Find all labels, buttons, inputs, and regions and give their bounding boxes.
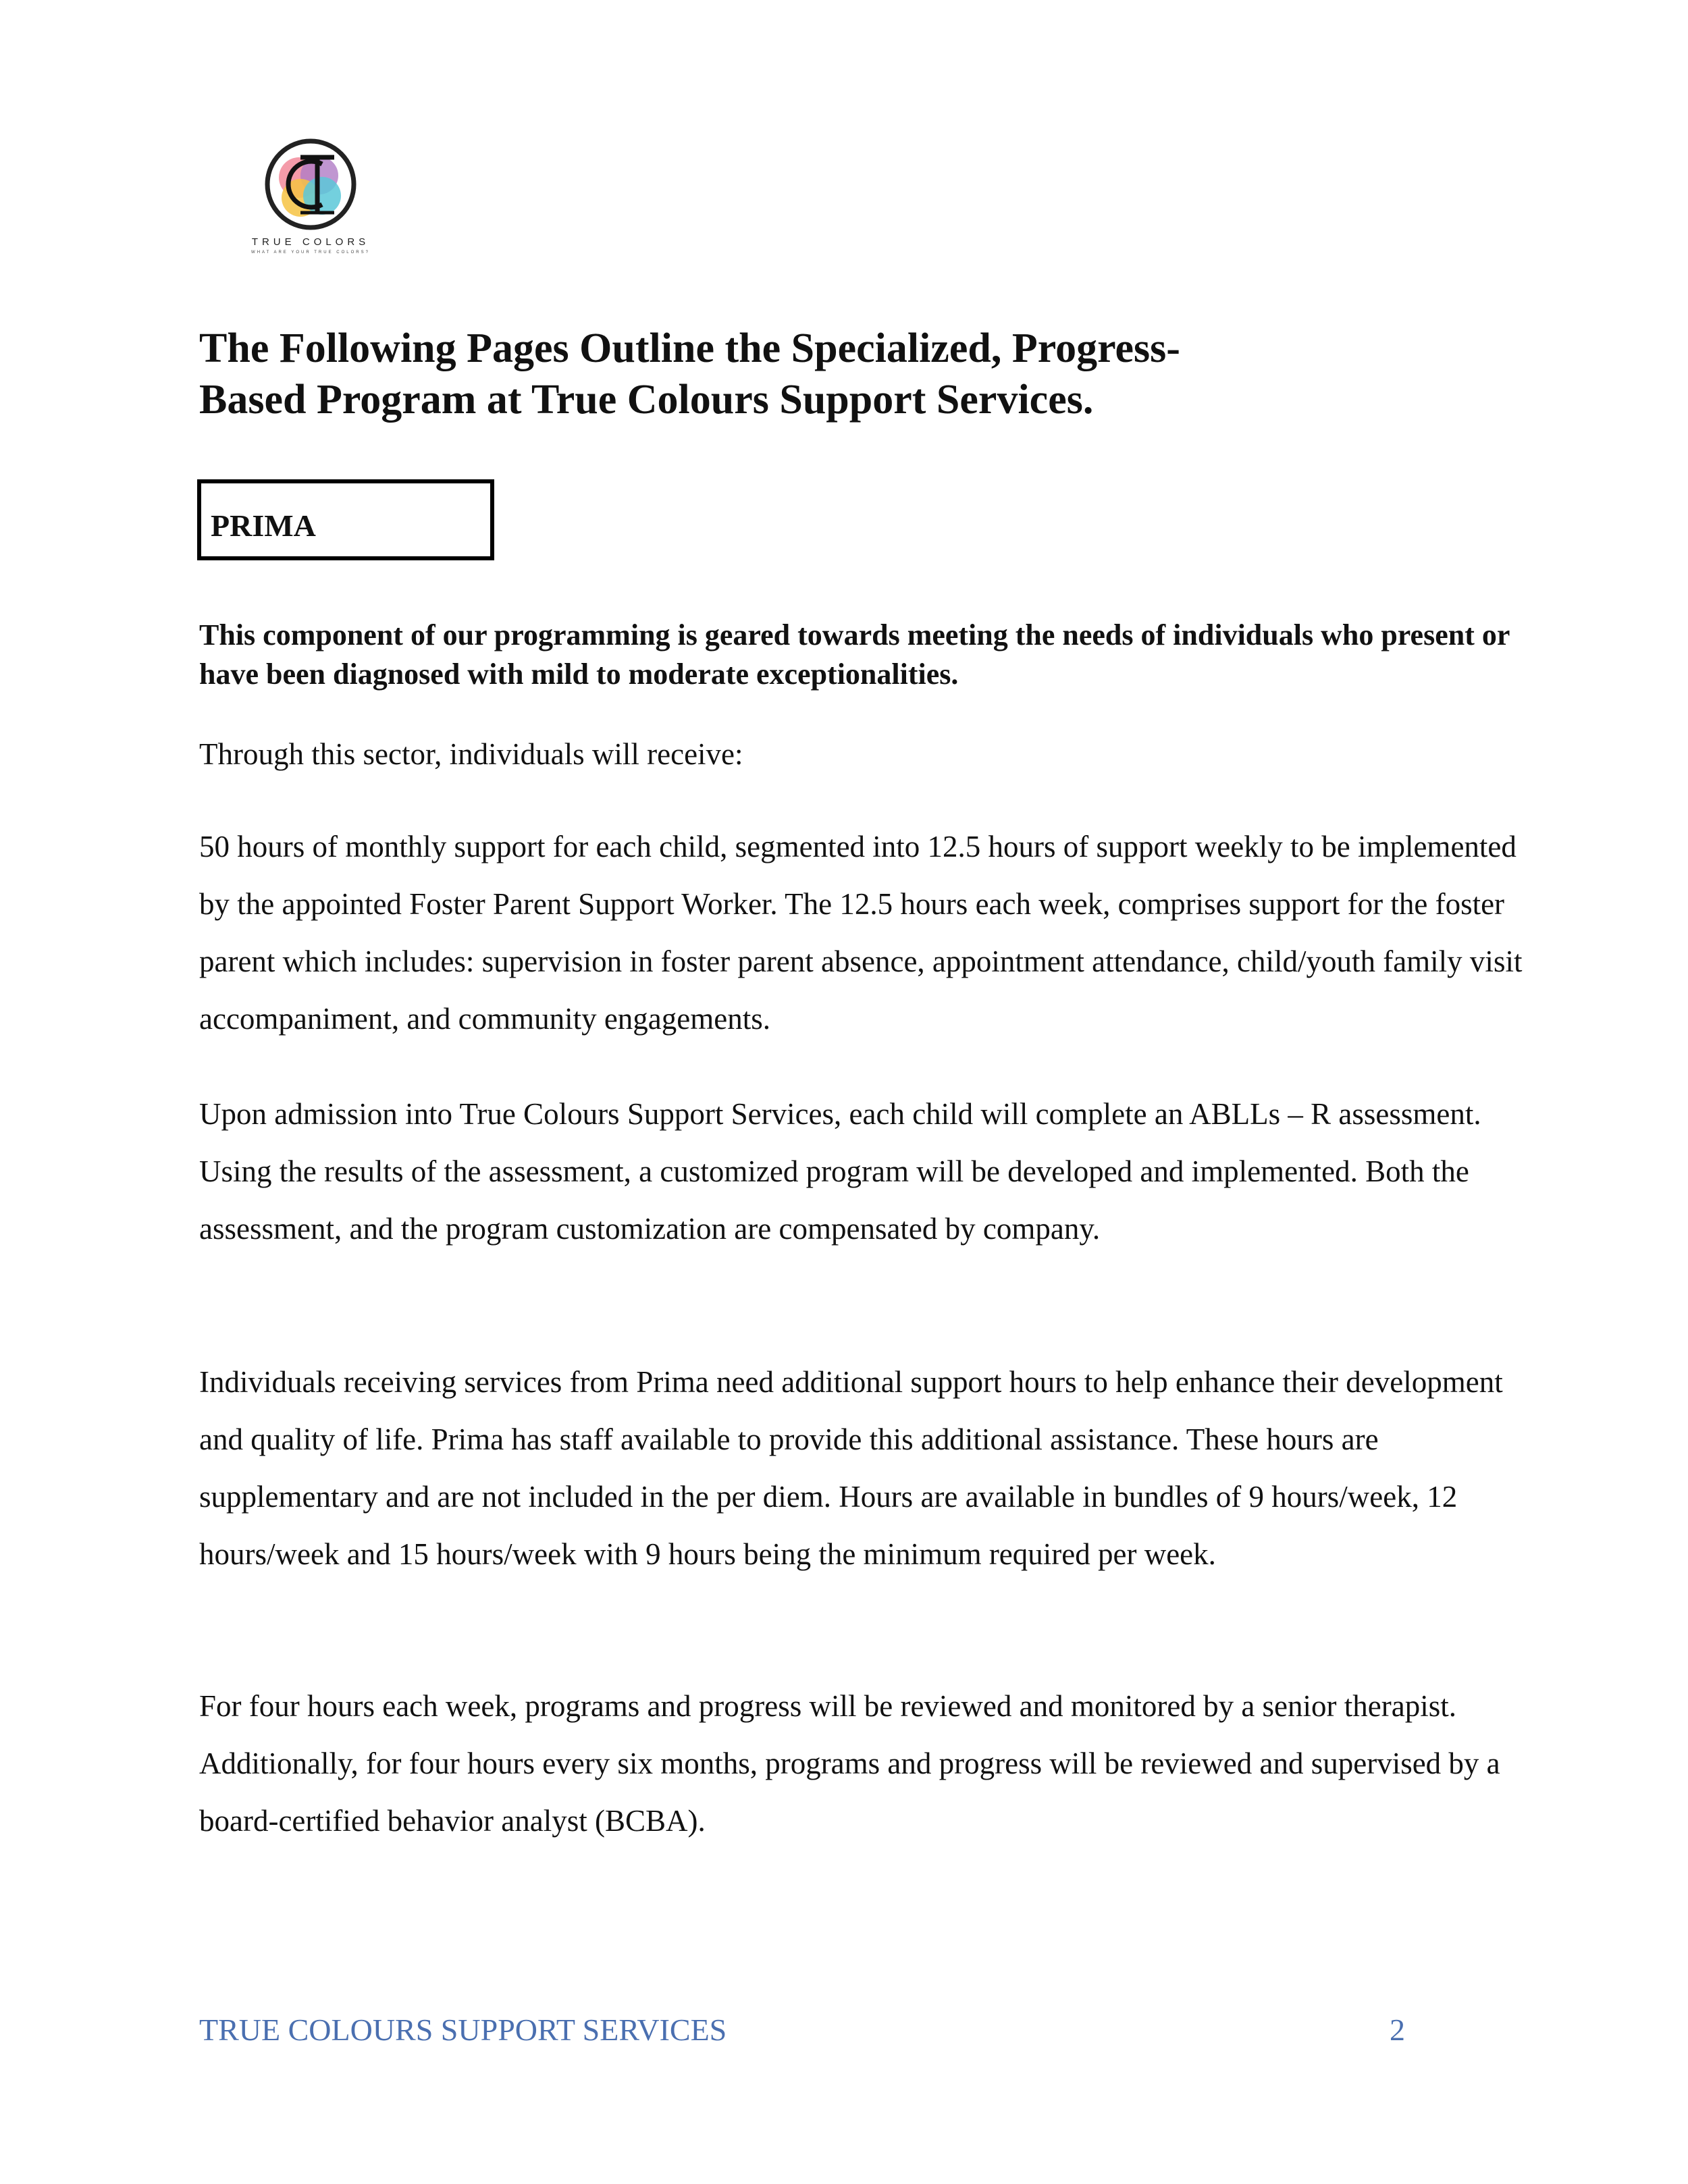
- footer-page-number: 2: [1390, 2013, 1405, 2047]
- logo-tagline: WHAT ARE YOUR TRUE COLORS?: [251, 250, 370, 255]
- body-paragraph: Through this sector, individuals will receive:: [199, 737, 743, 771]
- body-paragraph: Upon admission into True Colours Support Services, each child will complete an ABLLs – R assessment. Using the results of the assessment, a customized program will be developed and implemented. Both the assessment, and the program customization are compensated by company.: [199, 1097, 1481, 1246]
- true-colors-logo: [233, 138, 388, 260]
- intro-paragraph: This component of our programming is geared towards meeting the needs of individuals who present or have been diagnosed with mild to moderate exceptionalities.: [199, 618, 1510, 691]
- page-title: [199, 323, 1415, 425]
- logo-emblem-icon: [233, 138, 388, 233]
- body-paragraph: For four hours each week, programs and progress will be reviewed and monitored by a senior therapist. Additionally, for four hours every six months, programs and progress will be reviewed and supervised by a board-certified behavior analyst (BCBA).: [199, 1689, 1500, 1838]
- logo-text: TRUE COLORS: [251, 236, 370, 248]
- page-title-line-1: The Following Pages Outline the Specialized, Progress-: [199, 325, 1180, 371]
- body-paragraph: Individuals receiving services from Prima need additional support hours to help enhance their development and quality of life. Prima has staff available to provide this additional assistance. These hours are supplementary and are not included in the per diem. Hours are available in bundles of 9 hours/week, 12 hours/week and 15 hours/week with 9 hours being the minimum required per week.: [199, 1365, 1503, 1571]
- page-title-line-2: Based Program at True Colours Support Services.: [199, 377, 1094, 423]
- body-paragraph: 50 hours of monthly support for each child, segmented into 12.5 hours of support weekly to be implemented by the appointed Foster Parent Support Worker. The 12.5 hours each week, comprises support for the foster parent which includes: supervision in foster parent absence, appointment attendance, child/youth family visit accompaniment, and community engagements.: [199, 830, 1523, 1036]
- footer-company-name: TRUE COLOURS SUPPORT SERVICES: [199, 2013, 727, 2047]
- section-label-box: [197, 479, 494, 560]
- section-label: PRIMA: [211, 508, 316, 543]
